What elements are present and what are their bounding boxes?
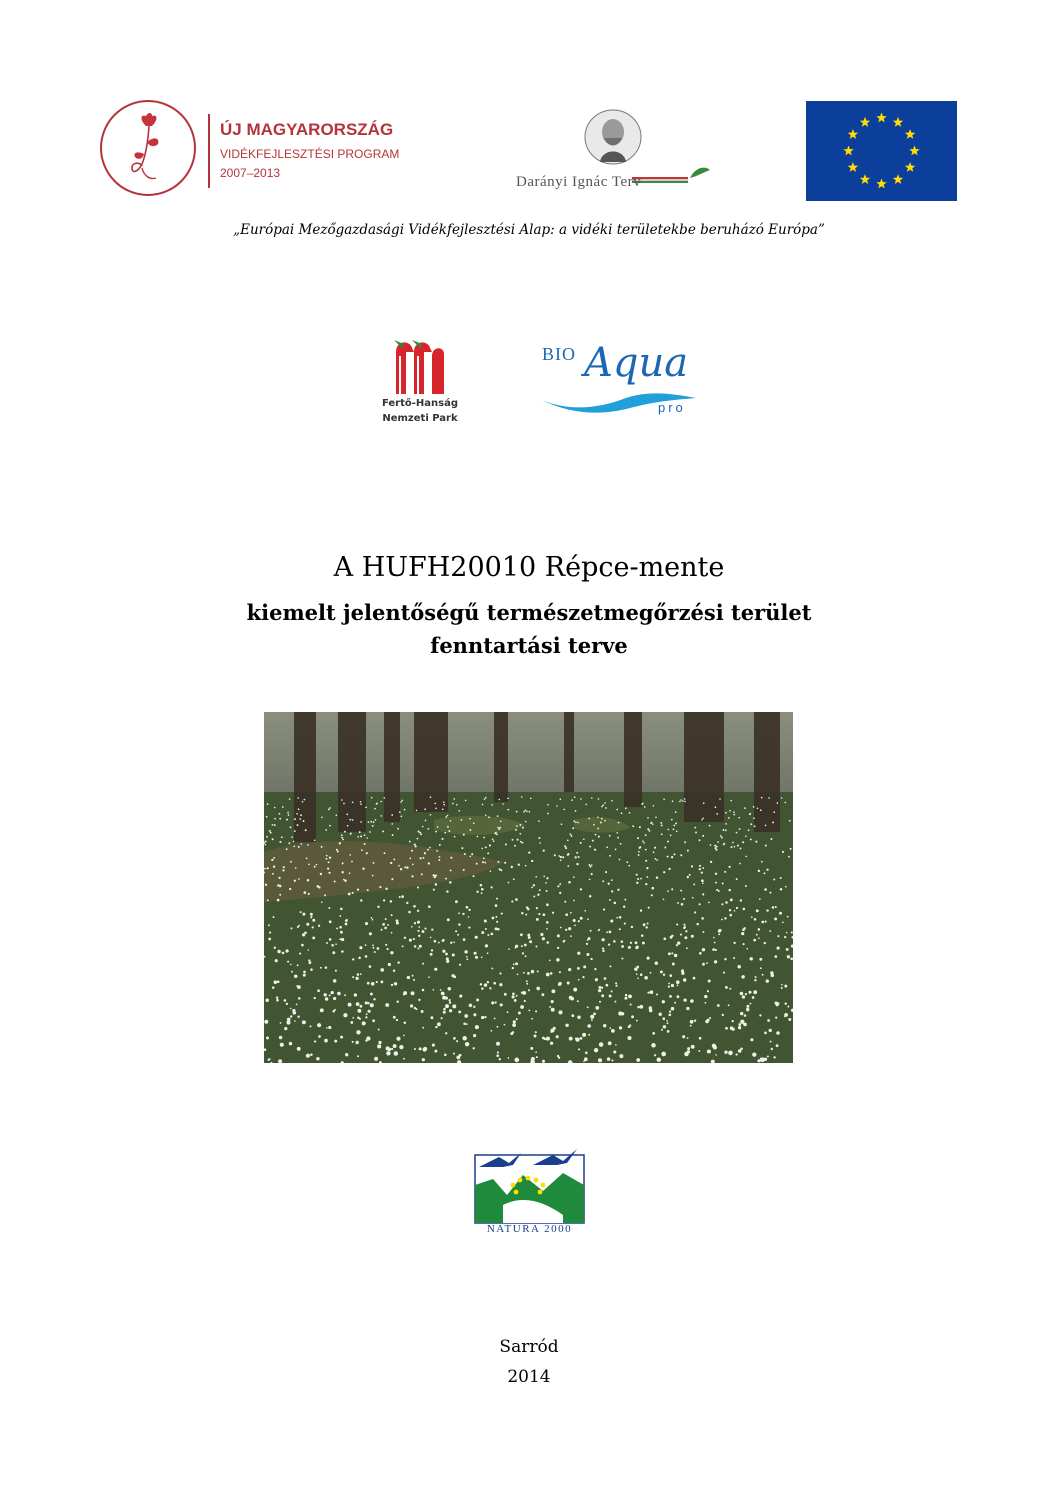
portrait-icon	[582, 108, 644, 166]
eu-star-icon	[905, 129, 916, 139]
natura-emblem-icon	[473, 1145, 586, 1225]
eu-star-icon	[893, 174, 903, 184]
eu-star-icon	[909, 146, 919, 156]
eu-star-icon	[843, 146, 853, 156]
ferto-hansag-name: Fertő-Hanság	[381, 398, 459, 409]
snowflake-meadow-photo	[264, 712, 793, 1063]
natura-2000-logo	[473, 1145, 586, 1240]
daranyi-ignac-terv-logo	[512, 108, 718, 198]
nemzeti-park-label: Nemzeti Park	[382, 413, 458, 424]
eu-star-icon	[905, 162, 916, 172]
document-subtitle-line1: kiemelt jelentőségű természetmegőrzési terület	[246, 600, 812, 625]
program-years: 2007–2013	[220, 166, 281, 180]
heron-emblem-icon	[392, 338, 448, 394]
eu-star-icon	[848, 162, 859, 172]
eu-star-icon	[848, 129, 859, 139]
natura-label: NATURA 2000	[486, 1223, 573, 1235]
ferto-hansag-logo	[370, 338, 470, 430]
eu-star-icon	[876, 179, 886, 189]
document-title: A HUFH20010 Répce-mente	[333, 552, 725, 583]
bioaqua-pro-logo	[540, 340, 700, 422]
eu-star-icon	[860, 117, 870, 127]
uj-magyarorszag-title: ÚJ MAGYARORSZÁG	[220, 120, 394, 139]
eu-star-icon	[860, 174, 870, 184]
logo-divider	[208, 114, 210, 188]
pro-label: pro	[658, 400, 686, 415]
daranyi-label: Darányi Ignác Terv	[516, 174, 642, 190]
rose-emblem-icon	[100, 100, 196, 196]
eu-star-icon	[876, 113, 886, 123]
document-subtitle-line2: fenntartási terve	[430, 633, 628, 658]
eu-flag-icon	[806, 101, 957, 201]
publication-place: Sarród	[499, 1337, 559, 1357]
publication-year: 2014	[507, 1367, 551, 1387]
bio-label: BIO	[542, 344, 576, 364]
program-name: VIDÉKFEJLESZTÉSI PROGRAM	[220, 147, 400, 161]
funding-motto: „Európai Mezőgazdasági Vidékfejlesztési Alap: a vidéki területekbe beruházó Európa”	[233, 222, 825, 238]
uj-magyarorszag-logo	[100, 100, 430, 200]
aqua-label: Aqua	[584, 340, 689, 386]
eu-star-icon	[893, 117, 903, 127]
